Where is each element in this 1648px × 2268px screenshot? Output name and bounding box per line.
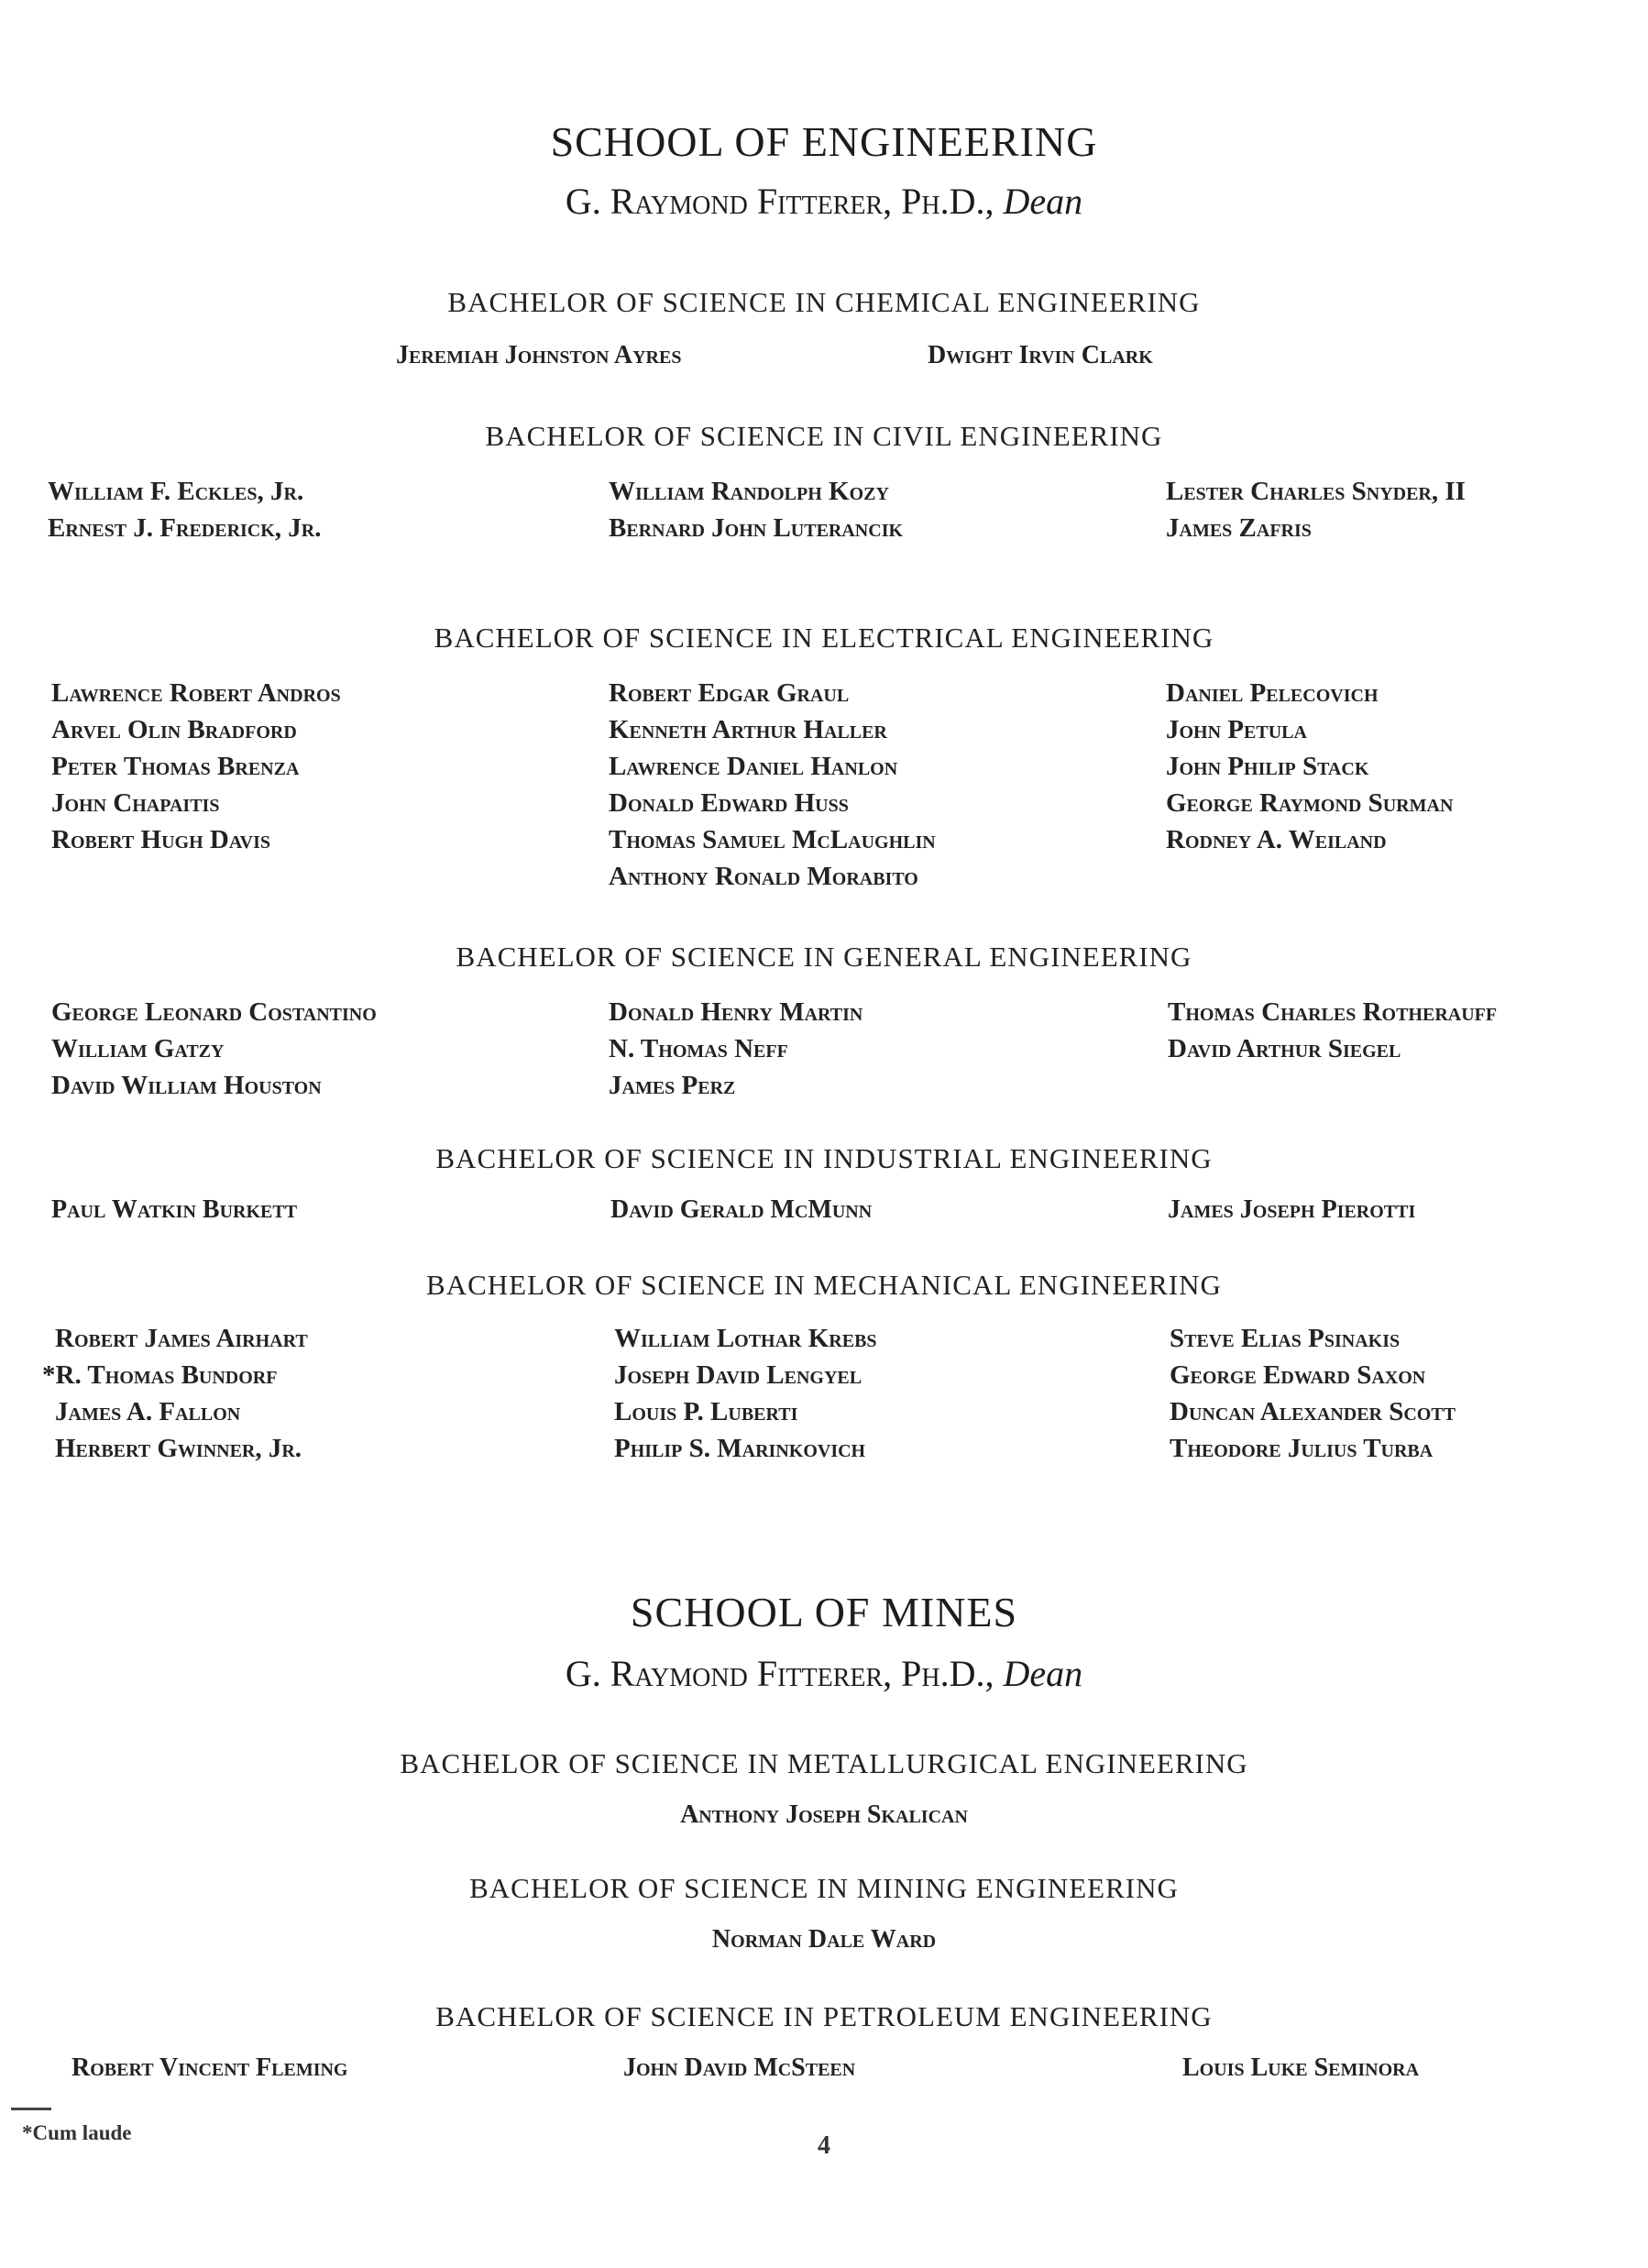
- graduate-name: Peter Thomas Brenza: [51, 752, 300, 781]
- graduate-name: Philip S. Marinkovich: [614, 1434, 866, 1463]
- mining-engineering-names: [0, 1925, 1648, 1954]
- mines-dean-name: G. Raymond Fitterer, Ph.D.,: [565, 1653, 994, 1694]
- graduate-name: David William Houston: [51, 1071, 322, 1100]
- mechanical-names-col-2: [614, 1320, 877, 1467]
- graduate-name: William Randolph Kozy: [609, 477, 889, 506]
- graduate-name: Rodney A. Weiland: [1166, 825, 1387, 854]
- graduate-name: N. Thomas Neff: [609, 1034, 788, 1063]
- graduate-name: Thomas Charles Rotherauff: [1168, 997, 1498, 1027]
- graduate-name: William F. Eckles, Jr.: [48, 477, 304, 506]
- graduate-name: Norman Dale Ward: [711, 1925, 937, 1954]
- graduate-name: Dwight Irvin Clark: [928, 341, 1153, 369]
- engineering-dean-line: [0, 180, 1648, 223]
- graduate-name: Lawrence Daniel Hanlon: [609, 752, 898, 781]
- graduate-name: Kenneth Arthur Haller: [609, 715, 887, 744]
- mines-dean-title: Dean: [1003, 1653, 1083, 1694]
- general-names-col-1: [51, 994, 377, 1104]
- graduate-name: George Raymond Surman: [1166, 788, 1454, 818]
- school-of-mines-title: SCHOOL OF MINES: [630, 1589, 1018, 1635]
- graduate-name: Robert Hugh Davis: [51, 825, 271, 854]
- graduate-name: Steve Elias Psinakis: [1170, 1324, 1401, 1353]
- electrical-names-col-1: [51, 675, 341, 858]
- general-names-col-2: [609, 994, 862, 1104]
- graduate-name: Daniel Pelecovich: [1166, 678, 1379, 708]
- graduate-name: James Zafris: [1166, 513, 1312, 543]
- graduate-name: Herbert Gwinner, Jr.: [55, 1434, 302, 1463]
- engineering-dean-name: G. Raymond Fitterer, Ph.D.,: [565, 181, 994, 222]
- general-names-col-3: [1168, 994, 1497, 1067]
- graduate-name: Paul Watkin Burkett: [51, 1195, 298, 1224]
- civil-names-col-3: [1166, 473, 1466, 546]
- graduate-name: Thomas Samuel McLaughlin: [609, 825, 936, 854]
- graduate-name: Arvel Olin Bradford: [51, 715, 297, 744]
- mines-dean-line: [0, 1652, 1648, 1695]
- graduate-name: Robert Edgar Graul: [609, 678, 850, 708]
- mechanical-engineering-heading: BACHELOR OF SCIENCE IN MECHANICAL ENGINEERING: [426, 1269, 1222, 1301]
- graduate-name: Louis P. Luberti: [614, 1397, 798, 1426]
- graduate-name-cum-laude: *R. Thomas Bundorf: [42, 1360, 278, 1390]
- graduate-name: Robert Vincent Fleming: [71, 2053, 348, 2082]
- electrical-names-col-3: [1166, 675, 1453, 858]
- graduate-name: John Petula: [1166, 715, 1307, 744]
- graduate-name: Robert James Airhart: [55, 1324, 308, 1353]
- mechanical-names-col-3: [1170, 1320, 1456, 1467]
- school-of-engineering-title: SCHOOL OF ENGINEERING: [550, 118, 1098, 165]
- mining-engineering-heading: BACHELOR OF SCIENCE IN MINING ENGINEERING: [469, 1872, 1179, 1904]
- electrical-names-col-2: [609, 675, 936, 895]
- graduate-name: Duncan Alexander Scott: [1170, 1397, 1456, 1426]
- graduate-name: John Philip Stack: [1166, 752, 1369, 781]
- general-engineering-heading: BACHELOR OF SCIENCE IN GENERAL ENGINEERING: [456, 941, 1192, 973]
- graduate-name: Ernest J. Frederick, Jr.: [48, 513, 322, 543]
- page-number: 4: [818, 2131, 830, 2160]
- footnote-cum-laude: *Cum laude: [22, 2121, 132, 2144]
- graduate-name: Donald Edward Huss: [609, 788, 849, 818]
- engineering-dean-title: Dean: [1003, 181, 1083, 222]
- graduate-name: George Leonard Costantino: [51, 997, 377, 1027]
- footnote-rule: [11, 2108, 51, 2110]
- civil-engineering-heading: BACHELOR OF SCIENCE IN CIVIL ENGINEERING: [485, 420, 1163, 452]
- graduate-name: Lester Charles Snyder, II: [1166, 477, 1466, 506]
- graduate-name: Jeremiah Johnston Ayres: [396, 341, 682, 369]
- graduate-name: James Joseph Pierotti: [1168, 1195, 1416, 1224]
- graduate-name: John Chapaitis: [51, 788, 220, 818]
- graduate-name: Donald Henry Martin: [609, 997, 863, 1027]
- graduate-name: Lawrence Robert Andros: [51, 678, 341, 708]
- graduate-name: William Lothar Krebs: [614, 1324, 877, 1353]
- graduate-name: John David McSteen: [623, 2053, 856, 2082]
- graduate-name: Anthony Ronald Morabito: [609, 862, 918, 891]
- graduate-name: Theodore Julius Turba: [1170, 1434, 1434, 1463]
- graduate-name: James A. Fallon: [55, 1397, 241, 1426]
- chemical-engineering-heading: BACHELOR OF SCIENCE IN CHEMICAL ENGINEERING: [447, 286, 1201, 318]
- electrical-engineering-heading: BACHELOR OF SCIENCE IN ELECTRICAL ENGINEERING: [434, 622, 1214, 654]
- graduate-name: David Arthur Siegel: [1168, 1034, 1401, 1063]
- graduate-name: George Edward Saxon: [1170, 1360, 1426, 1390]
- mechanical-names-col-1: [42, 1320, 308, 1467]
- metallurgical-engineering-heading: BACHELOR OF SCIENCE IN METALLURGICAL ENGINEERING: [400, 1747, 1248, 1779]
- graduate-name: Anthony Joseph Skalican: [680, 1800, 968, 1829]
- graduate-name: William Gatzy: [51, 1034, 225, 1063]
- graduate-name: Joseph David Lengyel: [614, 1360, 862, 1390]
- metallurgical-engineering-names: [0, 1800, 1648, 1830]
- graduate-name: Bernard John Luterancik: [609, 513, 904, 543]
- graduate-name: David Gerald McMunn: [610, 1195, 873, 1224]
- petroleum-engineering-heading: BACHELOR OF SCIENCE IN PETROLEUM ENGINEERING: [435, 2000, 1213, 2032]
- graduate-name: Louis Luke Seminora: [1182, 2053, 1420, 2082]
- graduate-name: James Perz: [609, 1071, 736, 1100]
- civil-names-col-2: [609, 473, 903, 546]
- industrial-engineering-heading: BACHELOR OF SCIENCE IN INDUSTRIAL ENGINEERING: [435, 1142, 1213, 1174]
- civil-names-col-1: [48, 473, 321, 546]
